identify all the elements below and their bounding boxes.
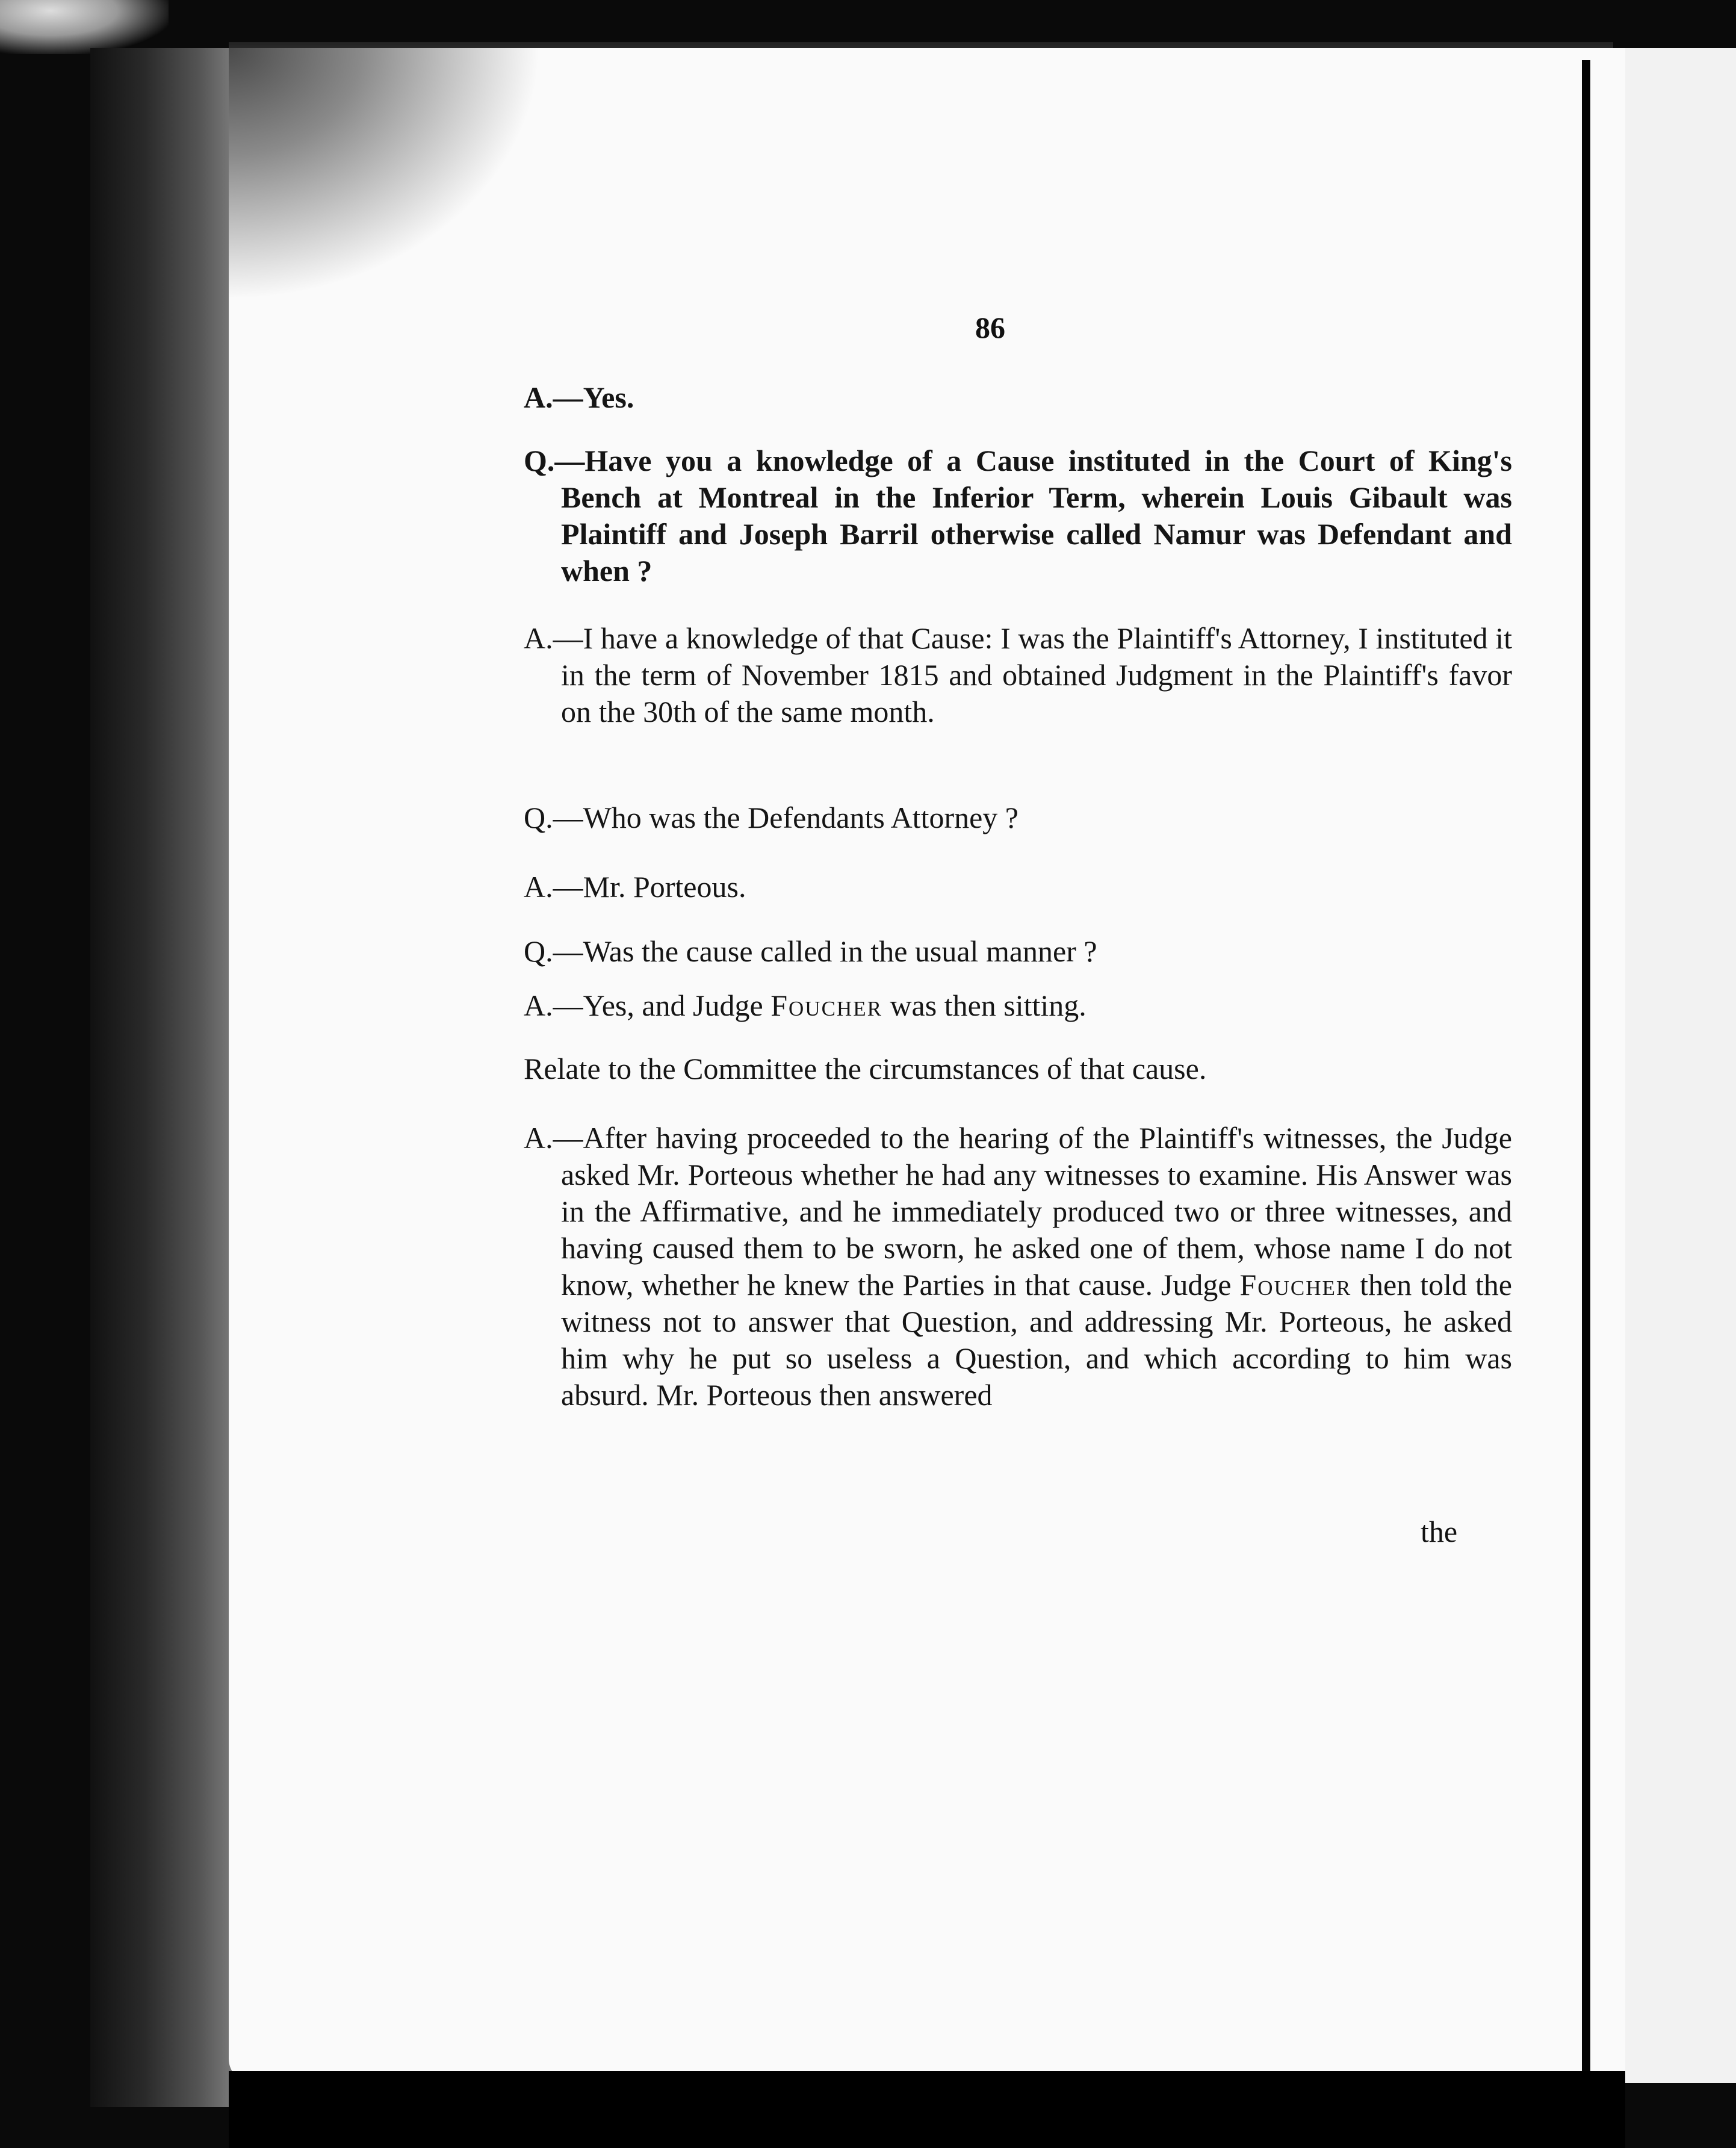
answer-paragraph: A.—Mr. Porteous. xyxy=(524,870,746,904)
scan-bottom-margin xyxy=(229,2071,1625,2148)
answer-text-end: was then sitting. xyxy=(882,989,1087,1022)
answer-text-start: A.—After having proceeded to the hearing of the Plaintiff's witnesses, the Judge asked Mr. Porteous whether he had any witnesses to examine. His Answer was in the Affirmative, and he immediately produced two or three witnesses, and having caused them to be sworn, he asked one of them, whose name I do not know, whether he knew the Parties in that cause. Judge xyxy=(524,1121,1512,1302)
question-paragraph: Q.—Have you a knowledge of a Cause instituted in the Court of King's Bench at Montreal in the Inferior Term, wherein Louis Gibault was Plaintiff and Joseph Barril otherwise called Namur was Defendant and when ? xyxy=(524,444,1512,588)
facing-page-sliver xyxy=(1625,48,1736,2083)
book-gutter-edge xyxy=(90,48,247,2107)
answer-paragraph xyxy=(524,987,1475,1024)
answer-text-start: A.—Yes, and Judge xyxy=(524,989,771,1022)
judge-name: Foucher xyxy=(1239,1268,1352,1302)
catchword: the xyxy=(1421,1515,1458,1548)
answer-paragraph xyxy=(524,1120,1512,1414)
instruction-paragraph: Relate to the Committee the circumstances of that cause. xyxy=(524,1052,1207,1085)
answer-paragraph: A.—I have a knowledge of that Cause: I was the Plaintiff's Attorney, I instituted it in the term of November 1815 and obtained Judgment in the Plaintiff's favor on the 30th of the same month. xyxy=(524,621,1512,728)
judge-name: Foucher xyxy=(770,989,882,1022)
scan-corner-artifact xyxy=(0,0,169,54)
question-paragraph: Q.—Was the cause called in the usual manner ? xyxy=(524,934,1097,968)
page-number: 86 xyxy=(975,311,1005,344)
page-edge-line xyxy=(1582,60,1590,2095)
answer-paragraph: A.—Yes. xyxy=(524,380,634,414)
answer-text-end: then told the witness not to answer that Question, and addressing Mr. Porteous, he asked him why he put so useless a Question, and which according to him was absurd. Mr. Porteous then answered xyxy=(561,1268,1512,1412)
page-stain xyxy=(229,48,542,301)
question-paragraph: Q.—Who was the Defendants Attorney ? xyxy=(524,801,1018,834)
